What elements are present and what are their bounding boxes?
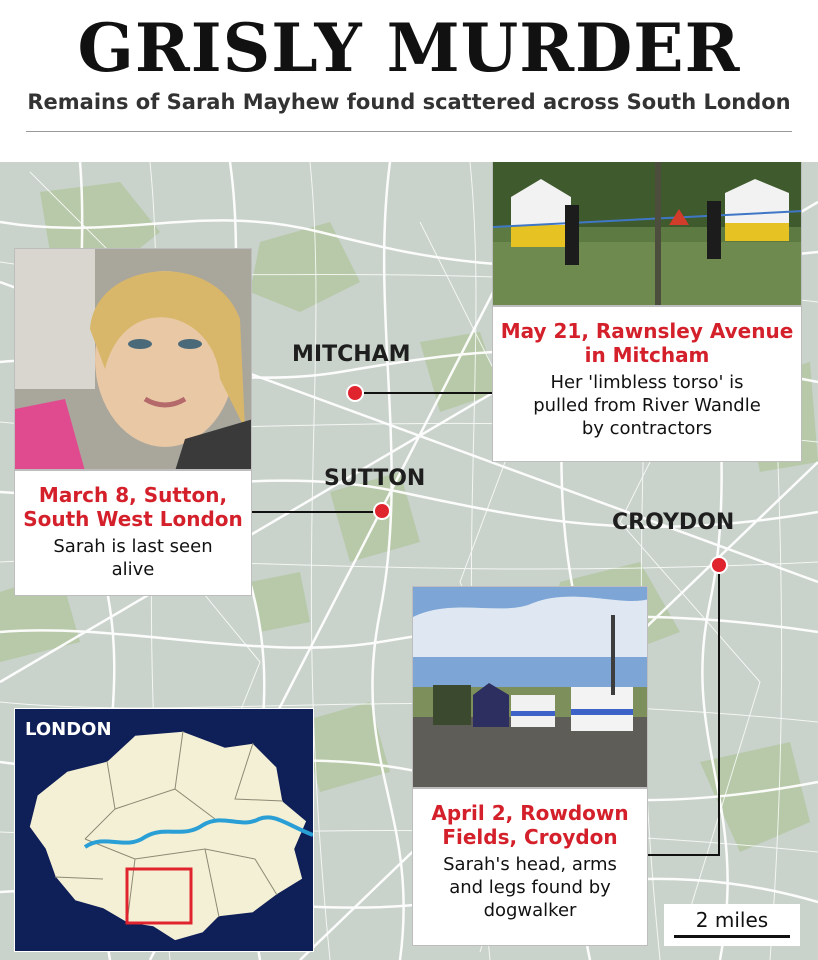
- london-outline: [15, 709, 313, 951]
- subheadline: Remains of Sarah Mayhew found scattered across South London: [27, 90, 791, 114]
- event-card-sutton: [14, 470, 252, 596]
- headline: GRISLY MURDER: [77, 9, 741, 87]
- event-card-croydon: [412, 788, 648, 946]
- event-heading-croydon: April 2, Rowdown Fields, Croydon: [431, 801, 629, 849]
- london-inset-map: [14, 708, 314, 952]
- victim-photo: [14, 248, 252, 470]
- event-card-mitcham: [492, 306, 802, 462]
- location-pin-mitcham: [346, 384, 364, 402]
- event-description-mitcham: Her 'limbless torso' is pulled from River Wandle by contractors: [533, 372, 761, 439]
- event-heading-sutton: March 8, Sutton, South West London: [23, 483, 243, 531]
- scene-photo-croydon: [412, 586, 648, 788]
- scale-label: 2 miles: [695, 908, 769, 932]
- connector-mitcham: [364, 392, 492, 394]
- header-divider: [26, 131, 792, 132]
- place-label-sutton: SUTTON: [324, 466, 426, 491]
- connector-croydon-horizontal: [648, 854, 720, 856]
- place-label-mitcham: MITCHAM: [292, 342, 411, 367]
- event-heading-mitcham: May 21, Rawnsley Avenue in Mitcham: [500, 319, 794, 367]
- place-label-croydon: CROYDON: [612, 510, 735, 535]
- scale-bar: [664, 904, 800, 946]
- scene-photo-mitcham: [492, 162, 802, 306]
- connector-croydon-vertical: [718, 568, 720, 856]
- location-pin-sutton: [373, 502, 391, 520]
- scale-bar-line: [674, 935, 790, 938]
- event-description-croydon: Sarah's head, arms and legs found by dogwalker: [443, 854, 617, 921]
- connector-sutton: [252, 511, 378, 513]
- event-description-sutton: Sarah is last seen alive: [53, 536, 213, 580]
- inset-label: LONDON: [25, 719, 112, 740]
- location-pin-croydon: [710, 556, 728, 574]
